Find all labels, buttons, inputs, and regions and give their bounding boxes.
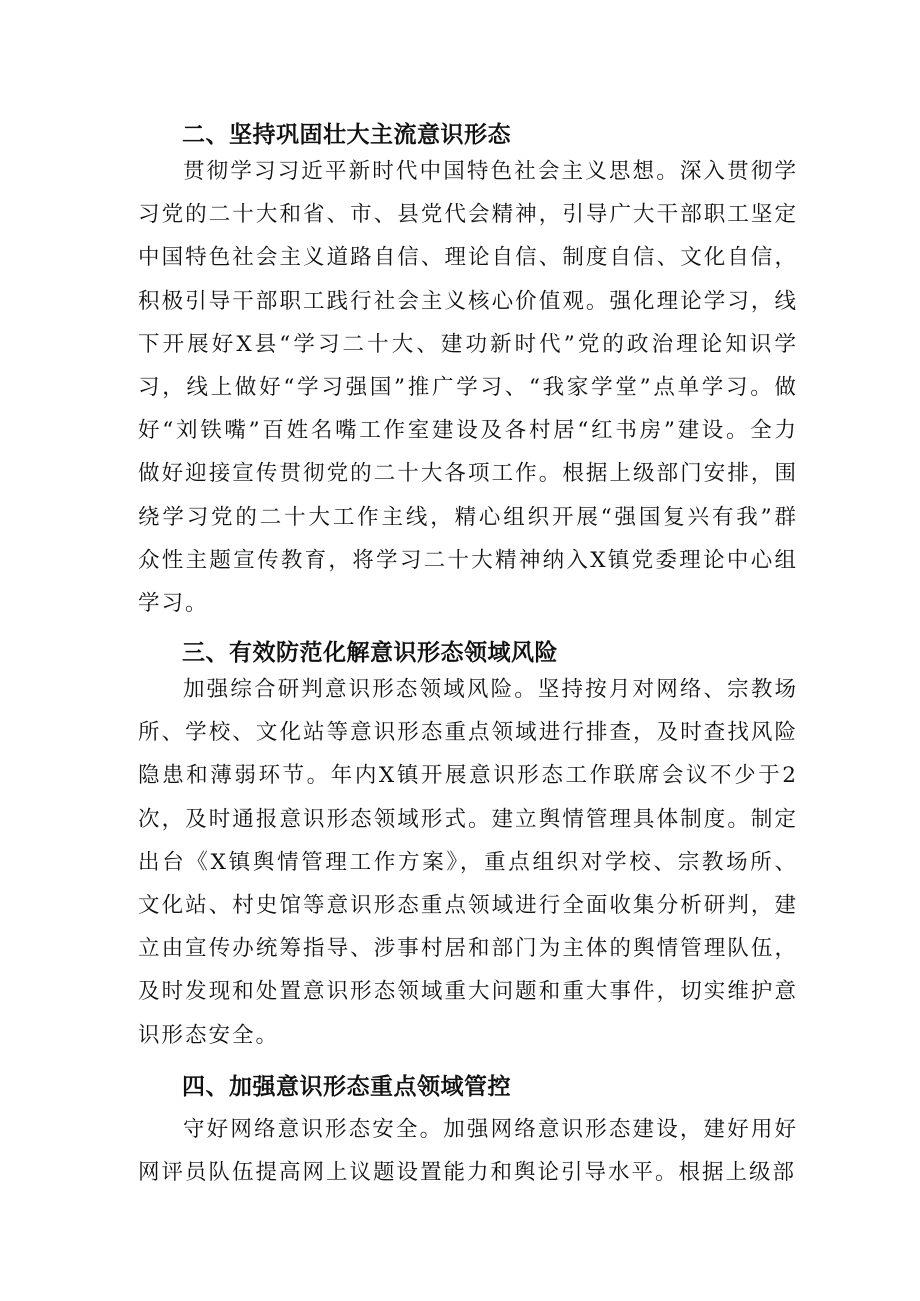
- section-paragraph-3: 加强综合研判意识形态领域风险。坚持按月对网络、宗教场所、学校、文化站等意识形态重点领域进行排查，及时查找风险隐患和薄弱环节。年内X镇开展意识形态工作联席会议不少于2次，及时通报意识形态领域形式。建立舆情管理具体制度。制定出台《X镇舆情管理工作方案》，重点组织对学校、宗教场所、文化站、村史馆等意识形态重点领域进行全面收集分析研判，建立由宣传办统筹指导、涉事村居和部门为主体的舆情管理队伍，及时发现和处置意识形态领域重大问题和重大事件，切实维护意识形态安全。: [138, 677, 798, 1048]
- section-heading-4: 四、加强意识形态重点领域管控: [182, 1074, 511, 1100]
- section-paragraph-2: 贯彻学习习近平新时代中国特色社会主义思想。深入贯彻学习党的二十大和省、市、县党代会精神，引导广大干部职工坚定中国特色社会主义道路自信、理论自信、制度自信、文化自信，积极引导干部职工践行社会主义核心价值观。强化理论学习，线下开展好X县“学习二十大、建功新时代”党的政治理论知识学习，线上做好“学习强国”推广学习、“我家学堂”点单学习。做好“刘铁嘴”百姓名嘴工作室建设及各村居“红书房”建设。全力做好迎接宣传贯彻党的二十大各项工作。根据上级部门安排，围绕学习党的二十大工作主线，精心组织开展“强国复兴有我”群众性主题宣传教育，将学习二十大精神纳入X镇党委理论中心组学习。: [138, 159, 798, 617]
- section-paragraph-4: 守好网络意识形态安全。加强网络意识形态建设，建好用好网评员队伍提高网上议题设置能力和舆论引导水平。根据上级部: [138, 1117, 798, 1186]
- section-heading-3: 三、有效防范化解意识形态领域风险: [182, 640, 558, 666]
- section-heading-2: 二、坚持巩固壮大主流意识形态: [182, 122, 511, 148]
